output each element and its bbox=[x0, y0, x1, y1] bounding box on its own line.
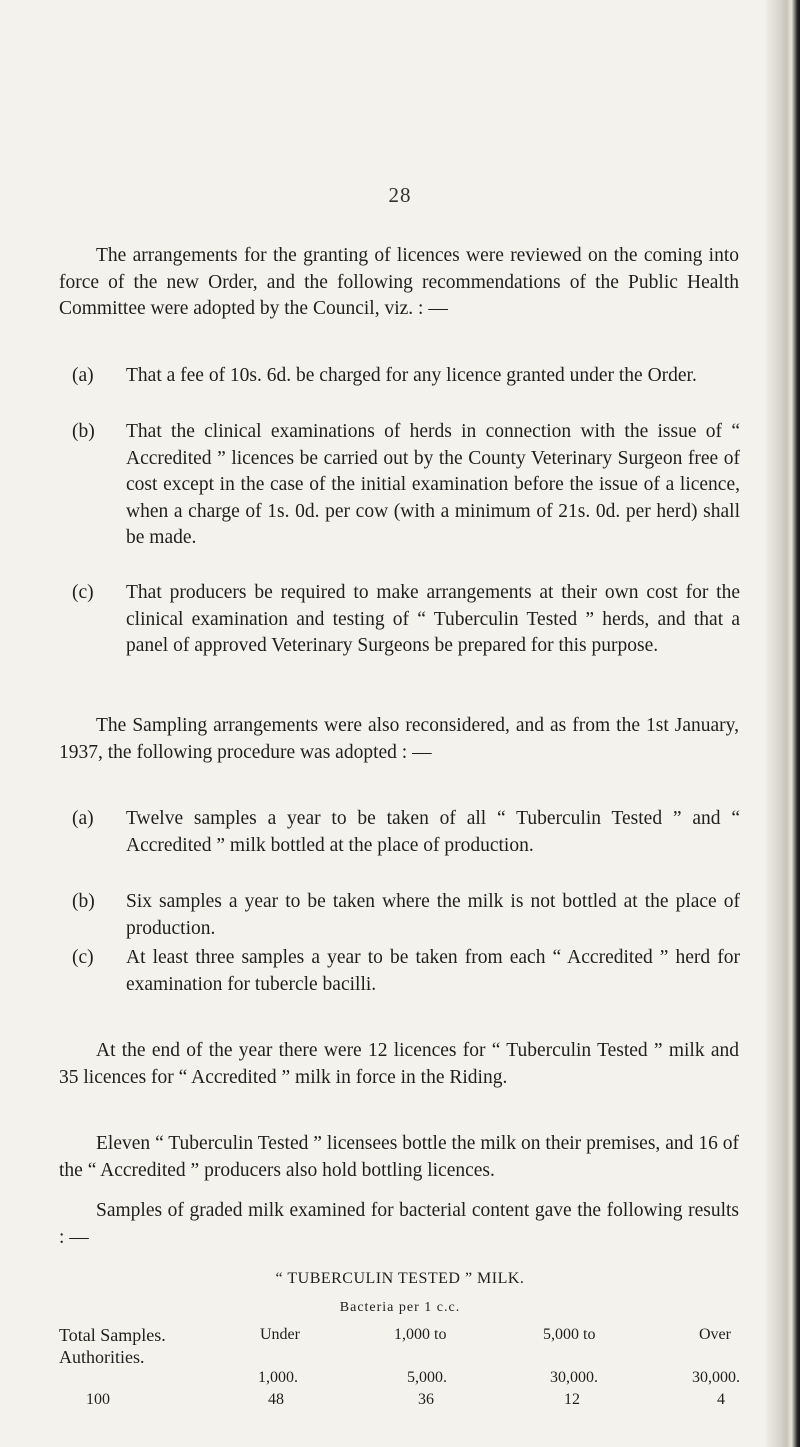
item-text: At least three samples a year to be taken from each “ Accredited ” herd for examination for tubercle bacilli. bbox=[126, 947, 740, 995]
item-marker: (c) bbox=[72, 947, 94, 968]
item-marker: (c) bbox=[72, 582, 94, 603]
table-cell: 48 bbox=[268, 1391, 284, 1408]
page-number: 28 bbox=[388, 183, 412, 207]
item-text: That a fee of 10s. 6d. be charged for any licence granted under the Order. bbox=[126, 365, 697, 386]
table-subtitle: Bacteria per 1 c.c. bbox=[339, 1300, 461, 1315]
item-marker: (b) bbox=[72, 421, 95, 442]
column-header: 5,000. bbox=[407, 1369, 447, 1386]
procedure-item bbox=[72, 945, 740, 998]
bottling-paragraph: Eleven “ Tuberculin Tested ” licensees bottle the milk on their premises, and 16 of the “ Accredited ” producers also hold bottling licences. bbox=[59, 1133, 739, 1181]
table-cell-total: 100 bbox=[86, 1391, 110, 1408]
item-text: That the clinical examinations of herds in connection with the issue of “ Accredited ” licences be carried out by the County Veterinary Surgeon free of cost except in the case of the initial examination before the issue of a licence, when a charge of 1s. 0d. per cow (with a minimum of 21s. 0d. per herd) shall be made. bbox=[126, 421, 740, 549]
column-header: 30,000. bbox=[692, 1369, 740, 1386]
item-marker: (b) bbox=[72, 891, 95, 912]
item-text: That producers be required to make arrangements at their own cost for the clinical examination and testing of “ Tuberculin Tested ” herds, and that a panel of approved Veterinary Surgeons be prepared for this purpose. bbox=[126, 582, 740, 657]
column-header: Under bbox=[260, 1326, 300, 1343]
table-title: “ TUBERCULIN TESTED ” MILK. bbox=[275, 1270, 525, 1287]
item-text: Twelve samples a year to be taken of all “ Tuberculin Tested ” and “ Accredited ” milk bottled at the place of production. bbox=[126, 808, 740, 856]
sampling-intro-paragraph: The Sampling arrangements were also reconsidered, and as from the 1st January, 1937, the following procedure was adopted : — bbox=[59, 715, 739, 763]
recommendation-item bbox=[72, 363, 740, 390]
book-spine-edge bbox=[766, 0, 800, 1447]
recommendation-item bbox=[72, 419, 740, 552]
column-label-total-samples: Total Samples. bbox=[59, 1325, 166, 1345]
procedure-item bbox=[72, 889, 740, 942]
licences-intro-paragraph: The arrangements for the granting of licences were reviewed on the coming into force of the new Order, and the following recommendations of the Public Health Committee were adopted by the Council, viz. : — bbox=[59, 245, 739, 320]
item-text: Six samples a year to be taken where the milk is not bottled at the place of production. bbox=[126, 891, 740, 939]
item-marker: (a) bbox=[72, 365, 94, 386]
column-header: 1,000 to bbox=[394, 1326, 447, 1343]
column-header: 30,000. bbox=[550, 1369, 598, 1386]
item-marker: (a) bbox=[72, 808, 94, 829]
table-cell: 4 bbox=[717, 1391, 725, 1408]
column-header: Over bbox=[699, 1326, 731, 1343]
recommendation-item bbox=[72, 580, 740, 660]
licences-count-paragraph: At the end of the year there were 12 licences for “ Tuberculin Tested ” milk and 35 licences for “ Accredited ” milk in force in the Riding. bbox=[59, 1040, 739, 1088]
column-label-authorities: Authorities. bbox=[59, 1347, 145, 1367]
column-header: 5,000 to bbox=[543, 1326, 596, 1343]
column-header: 1,000. bbox=[258, 1369, 298, 1386]
table-cell: 36 bbox=[418, 1391, 434, 1408]
procedure-item bbox=[72, 806, 740, 859]
table-cell: 12 bbox=[564, 1391, 580, 1408]
samples-paragraph: Samples of graded milk examined for bacterial content gave the following results : — bbox=[59, 1200, 739, 1248]
